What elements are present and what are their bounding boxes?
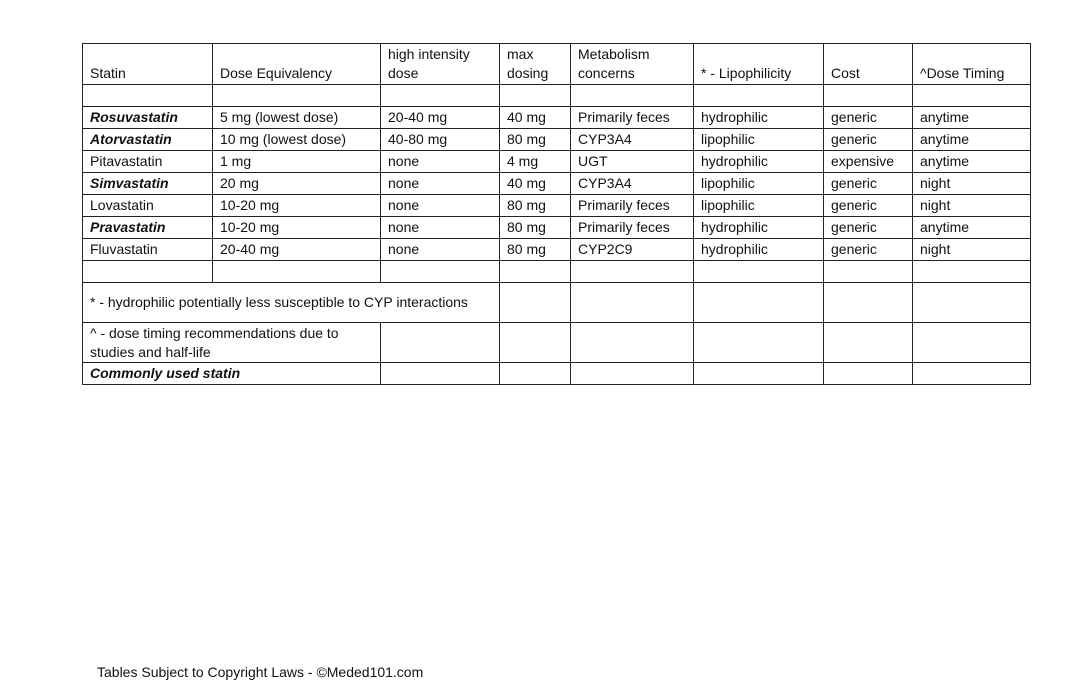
- metabolism-concerns: Primarily feces: [571, 195, 694, 217]
- lipophilicity: lipophilic: [694, 173, 824, 195]
- empty-cell: [694, 85, 824, 107]
- dose-equivalency: 20-40 mg: [213, 239, 381, 261]
- high-intensity-dose: none: [381, 151, 500, 173]
- dose-equivalency: 10-20 mg: [213, 217, 381, 239]
- max-dosing: 80 mg: [500, 129, 571, 151]
- statin-comparison-table: [82, 43, 1031, 385]
- empty-cell: [571, 85, 694, 107]
- dose-timing: anytime: [913, 129, 1031, 151]
- cost: generic: [824, 173, 913, 195]
- metabolism-concerns: CYP3A4: [571, 129, 694, 151]
- max-dosing: 80 mg: [500, 239, 571, 261]
- empty-cell: [824, 283, 913, 323]
- table-row: [83, 195, 1031, 217]
- empty-row: [83, 261, 1031, 283]
- high-intensity-dose: 20-40 mg: [381, 107, 500, 129]
- legend-commonly-used: Commonly used statin: [83, 363, 381, 385]
- table-row: [83, 107, 1031, 129]
- metabolism-concerns: UGT: [571, 151, 694, 173]
- empty-cell: [694, 261, 824, 283]
- empty-cell: [913, 261, 1031, 283]
- metabolism-concerns: Primarily feces: [571, 107, 694, 129]
- high-intensity-dose: none: [381, 239, 500, 261]
- statin-name: Lovastatin: [83, 195, 213, 217]
- empty-cell: [571, 261, 694, 283]
- footnote-lipophilicity: * - hydrophilic potentially less susceptible to CYP interactions: [83, 283, 500, 323]
- empty-cell: [913, 85, 1031, 107]
- statin-name: Fluvastatin: [83, 239, 213, 261]
- empty-cell: [381, 85, 500, 107]
- dose-timing: night: [913, 195, 1031, 217]
- empty-cell: [824, 85, 913, 107]
- empty-cell: [500, 323, 571, 363]
- dose-equivalency: 10 mg (lowest dose): [213, 129, 381, 151]
- copyright-footer: Tables Subject to Copyright Laws - ©Meded101.com: [97, 664, 424, 680]
- lipophilicity: hydrophilic: [694, 239, 824, 261]
- header-dose-timing: ^Dose Timing: [913, 44, 1031, 85]
- cost: generic: [824, 129, 913, 151]
- cost: expensive: [824, 151, 913, 173]
- empty-cell: [500, 363, 571, 385]
- lipophilicity: lipophilic: [694, 195, 824, 217]
- max-dosing: 80 mg: [500, 217, 571, 239]
- table-row: [83, 239, 1031, 261]
- dose-equivalency: 10-20 mg: [213, 195, 381, 217]
- lipophilicity: hydrophilic: [694, 107, 824, 129]
- table-row: [83, 151, 1031, 173]
- empty-cell: [500, 85, 571, 107]
- lipophilicity: hydrophilic: [694, 151, 824, 173]
- empty-row: [83, 85, 1031, 107]
- empty-cell: [824, 323, 913, 363]
- statin-name: Atorvastatin: [83, 129, 213, 151]
- empty-cell: [83, 85, 213, 107]
- empty-cell: [824, 363, 913, 385]
- statin-name: Simvastatin: [83, 173, 213, 195]
- empty-cell: [381, 261, 500, 283]
- table-row: [83, 129, 1031, 151]
- dose-equivalency: 5 mg (lowest dose): [213, 107, 381, 129]
- high-intensity-dose: none: [381, 217, 500, 239]
- statin-name: Pravastatin: [83, 217, 213, 239]
- max-dosing: 40 mg: [500, 107, 571, 129]
- header-cost: Cost: [824, 44, 913, 85]
- high-intensity-dose: none: [381, 173, 500, 195]
- lipophilicity: hydrophilic: [694, 217, 824, 239]
- header-max-dosing: max dosing: [500, 44, 571, 85]
- empty-cell: [571, 323, 694, 363]
- cost: generic: [824, 217, 913, 239]
- empty-cell: [913, 283, 1031, 323]
- empty-cell: [213, 261, 381, 283]
- empty-cell: [571, 283, 694, 323]
- empty-cell: [500, 283, 571, 323]
- max-dosing: 40 mg: [500, 173, 571, 195]
- empty-cell: [913, 363, 1031, 385]
- empty-cell: [381, 363, 500, 385]
- header-row: [83, 44, 1031, 85]
- table-row: [83, 173, 1031, 195]
- dose-timing: anytime: [913, 151, 1031, 173]
- footnote-dose-timing: ^ - dose timing recommendations due to studies and half-life: [83, 323, 381, 363]
- dose-timing: night: [913, 173, 1031, 195]
- dose-timing: anytime: [913, 217, 1031, 239]
- lipophilicity: lipophilic: [694, 129, 824, 151]
- cost: generic: [824, 107, 913, 129]
- footnote-row-lipophilicity: [83, 283, 1031, 323]
- empty-cell: [500, 261, 571, 283]
- header-lipophilicity: * - Lipophilicity: [694, 44, 824, 85]
- metabolism-concerns: CYP3A4: [571, 173, 694, 195]
- empty-cell: [824, 261, 913, 283]
- empty-cell: [694, 363, 824, 385]
- empty-cell: [694, 283, 824, 323]
- header-high-intensity-dose: high intensity dose: [381, 44, 500, 85]
- header-statin: Statin: [83, 44, 213, 85]
- metabolism-concerns: CYP2C9: [571, 239, 694, 261]
- cost: generic: [824, 195, 913, 217]
- dose-equivalency: 1 mg: [213, 151, 381, 173]
- cost: generic: [824, 239, 913, 261]
- empty-cell: [571, 363, 694, 385]
- dose-timing: night: [913, 239, 1031, 261]
- metabolism-concerns: Primarily feces: [571, 217, 694, 239]
- empty-cell: [213, 85, 381, 107]
- footnote-row-dose-timing: [83, 323, 1031, 363]
- empty-cell: [694, 323, 824, 363]
- empty-cell: [913, 323, 1031, 363]
- high-intensity-dose: 40-80 mg: [381, 129, 500, 151]
- header-dose-equivalency: Dose Equivalency: [213, 44, 381, 85]
- max-dosing: 80 mg: [500, 195, 571, 217]
- legend-row: [83, 363, 1031, 385]
- max-dosing: 4 mg: [500, 151, 571, 173]
- statin-name: Pitavastatin: [83, 151, 213, 173]
- statin-name: Rosuvastatin: [83, 107, 213, 129]
- header-metabolism-concerns: Metabolism concerns: [571, 44, 694, 85]
- high-intensity-dose: none: [381, 195, 500, 217]
- empty-cell: [381, 323, 500, 363]
- dose-timing: anytime: [913, 107, 1031, 129]
- table-row: [83, 217, 1031, 239]
- empty-cell: [83, 261, 213, 283]
- dose-equivalency: 20 mg: [213, 173, 381, 195]
